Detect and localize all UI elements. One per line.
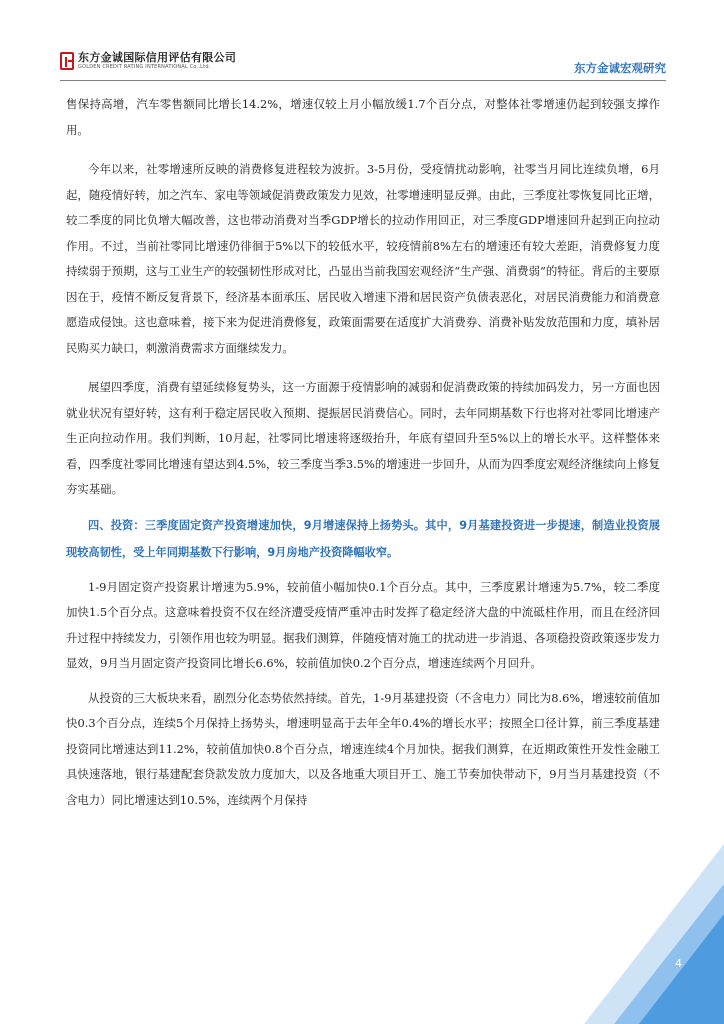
paragraph-5: 从投资的三大板块来看，剧烈分化态势依然持续。首先，1-9月基建投资（不含电力）同比为8.6%，增速较前值加快0.3个百分点，连续5个月保持上扬势头，增速明显高于去年全年0.4%的增长水平；按照全口径计算，前三季度基建投资同比增速达到11.2%，较前值加快0.8个百分点，增速连续4个月加快。据我们测算，在近期政策性开发性金融工具快速落地，银行基建配套贷款发放力度加大，以及各地重大项目开工、施工节奏加快带动下，9月当月基建投资（不含电力）同比增速达到10.5%，连续两个月保持 [66,690,660,807]
paragraph-4: 1-9月固定资产投资累计增速为5.9%，较前值小幅加快0.1个百分点。其中，三季度累计增速为5.7%，较二季度加快1.5个百分点。这意味着投资不仅在经济遭受疫情严重冲击时发挥了稳定经济大盘的中流砥柱作用，而且在经济回升过程中持续发力，引领作用也较为明显。据我们测算，伴随疫情对施工的扰动进一步消退、各项稳投资政策逐步发力显效，9月当月固定资产投资同比增长6.6%，较前值加快0.2个百分点，增速连续两个月回升。 [66,579,660,670]
document-body [66,92,660,813]
logo-icon [60,52,74,70]
page-header [60,52,666,82]
section-heading: 四、投资：三季度固定资产投资增速加快，9月增速保持上扬势头。其中，9月基建投资进一步提速，制造业投资展现较高韧性，受上年同期基数下行影响，9月房地产投资降幅收窄。 [66,518,660,559]
paragraph-3: 展望四季度，消费有望延续修复势头，这一方面源于疫情影响的减弱和促消费政策的持续加码发力，另一方面也因就业状况有望好转，这有利于稳定居民收入预期、提振居民消费信心。同时，去年同期基数下行也将对社零同比增速产生正向拉动作用。我们判断，10月起，社零同比增速将逐级抬升，年底有望回升至5%以上的增长水平。这样整体来看，四季度社零同比增速有望达到4.5%，较三季度当季3.5%的增速进一步回升，从而为四季度宏观经济继续向上修复夯实基础。 [66,380,660,496]
paragraph-2: 今年以来，社零增速所反映的消费修复进程较为波折。3-5月份，受疫情扰动影响，社零当月同比连续负增，6月起，随疫情好转，加之汽车、家电等领域促消费政策发力见效，社零增速明显反弹。由此，三季度社零恢复同比正增，较二季度的同比负增大幅改善，这也带动消费对当季GDP增长的拉动作用回正，对三季度GDP增速回升起到正向拉动作用。不过，当前社零同比增速仍徘徊于5%以下的较低水平，较疫情前8%左右的增速还有较大差距，消费修复力度持续弱于预期，这与工业生产的较强韧性形成对比，凸显出当前我国宏观经济“生产强、消费弱”的特征。背后的主要原因在于，疫情不断反复背景下，经济基本面承压、居民收入增速下滑和居民资产负债表恶化，对居民消费能力和消费意愿造成侵蚀。这也意味着，接下来为促进消费修复，政策面需要在适度扩大消费券、消费补贴发放范围和力度，填补居民购买力缺口，刺激消费需求方面继续发力。 [66,162,660,355]
logo-english-name: GOLDEN CREDIT RATING INTERNATIONAL Co.,Ltd. [78,64,211,70]
section-title: 东方金诚宏观研究 [574,61,666,75]
logo-chinese-name: 东方金诚国际信用评估有限公司 [78,51,237,64]
corner-decoration [584,844,724,1024]
header-divider [60,80,666,81]
company-logo [60,52,236,71]
paragraph-1: 售保持高增，汽车零售额同比增长14.2%，增速仅较上月小幅放缓1.7个百分点，对整体社零增速仍起到较强支撑作用。 [66,97,660,137]
page-number: 4 [675,957,682,970]
